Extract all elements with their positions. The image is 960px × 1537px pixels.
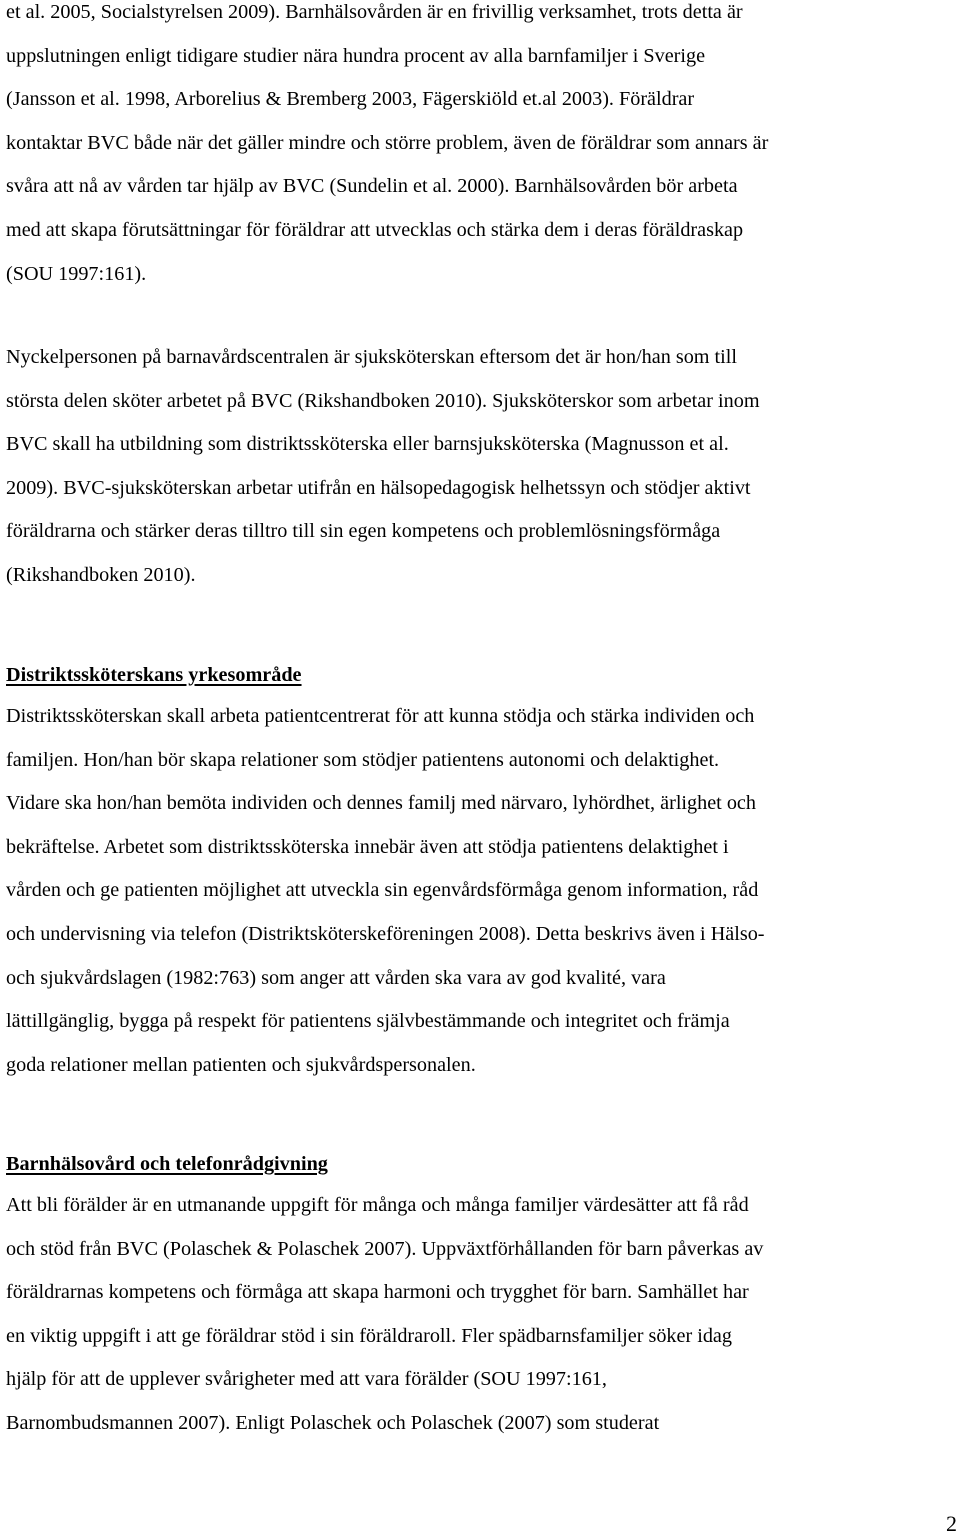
text-line: med att skapa förutsättningar för föräldrar att utvecklas och stärka dem i deras föräldraskap [6,218,744,241]
text-line: bekräftelse. Arbetet som distriktssköterska innebär även att stödja patientens delaktighet i [6,835,729,858]
text-line: 2009). BVC-sjuksköterskan arbetar utifrån en hälsopedagogisk helhetssyn och stödjer aktivt [6,476,751,499]
text-line: och stöd från BVC (Polaschek & Polaschek 2007). Uppväxtförhållanden för barn påverkas av [6,1237,764,1260]
text-line: största delen sköter arbetet på BVC (Rikshandboken 2010). Sjuksköterskor som arbetar inom [6,389,760,412]
text-line: Att bli förälder är en utmanande uppgift för många och många familjer värdesätter att få råd [6,1194,749,1216]
text-line: och undervisning via telefon (Distriktsköterskeföreningen 2008). Detta beskrivs även i Hälso- [6,922,765,945]
text-line: en viktig uppgift i att ge föräldrar stöd i sin föräldraroll. Fler spädbarnsfamiljer söker idag [6,1324,732,1347]
text-line: vården och ge patienten möjlighet att utveckla sin egenvårdsförmåga genom information, råd [6,879,759,902]
text-line: Vidare ska hon/han bemöta individen och dennes familj med närvaro, lyhördhet, ärlighet och [6,792,756,815]
paragraph-child-health-telephone [6,1184,763,1446]
section-heading-district-nurse: Distriktssköterskans yrkesområde [6,664,302,686]
text-line: (SOU 1997:161). [6,262,147,285]
text-line: goda relationer mellan patienten och sjukvårdspersonalen. [6,1053,476,1076]
text-line: hjälp för att de upplever svårigheter med att vara förälder (SOU 1997:161, [6,1368,607,1391]
text-line: et al. 2005, Socialstyrelsen 2009). Barnhälsovården är en frivillig verksamhet, trots detta är [6,1,743,23]
text-line: Nyckelpersonen på barnavårdscentralen är sjuksköterskan eftersom det är hon/han som till [6,346,737,368]
text-line: Barnombudsmannen 2007). Enligt Polaschek och Polaschek (2007) som studerat [6,1411,660,1434]
section-heading-child-health-telephone: Barnhälsovård och telefonrådgivning [6,1153,328,1175]
text-line: kontaktar BVC både när det gäller mindre och större problem, även de föräldrar som annars är [6,131,769,154]
text-line: (Jansson et al. 1998, Arborelius & Bremberg 2003, Fägerskiöld et.al 2003). Föräldrar [6,88,695,111]
page-number: 2 [946,1511,957,1536]
text-line: Distriktssköterskan skall arbeta patientcentrerat för att kunna stödja och stärka individen och [6,705,755,727]
text-line: familjen. Hon/han bör skapa relationer som stödjer patientens autonomi och delaktighet. [6,748,720,771]
text-line: svåra att nå av vården tar hjälp av BVC (Sundelin et al. 2000). Barnhälsovården bör arbeta [6,175,738,198]
text-line: lättillgänglig, bygga på respekt för patientens självbestämmande och integritet och främja [6,1010,730,1033]
paragraph-district-nurse [6,695,765,1087]
text-line: BVC skall ha utbildning som distriktssköterska eller barnsjuksköterska (Magnusson et al. [6,433,729,456]
paragraph-bvc-nurse [6,336,760,598]
text-line: föräldrarnas kompetens och förmåga att skapa harmoni och trygghet för barn. Samhället har [6,1281,749,1304]
text-line: och sjukvårdslagen (1982:763) som anger att vården ska vara av god kvalité, vara [6,966,666,989]
paragraph-bvc-overview [6,0,768,296]
text-line: (Rikshandboken 2010). [6,563,196,586]
text-line: föräldrarna och stärker deras tilltro till sin egen kompetens och problemlösningsförmåga [6,520,721,543]
text-line: uppslutningen enligt tidigare studier nära hundra procent av alla barnfamiljer i Sverige [6,44,706,67]
